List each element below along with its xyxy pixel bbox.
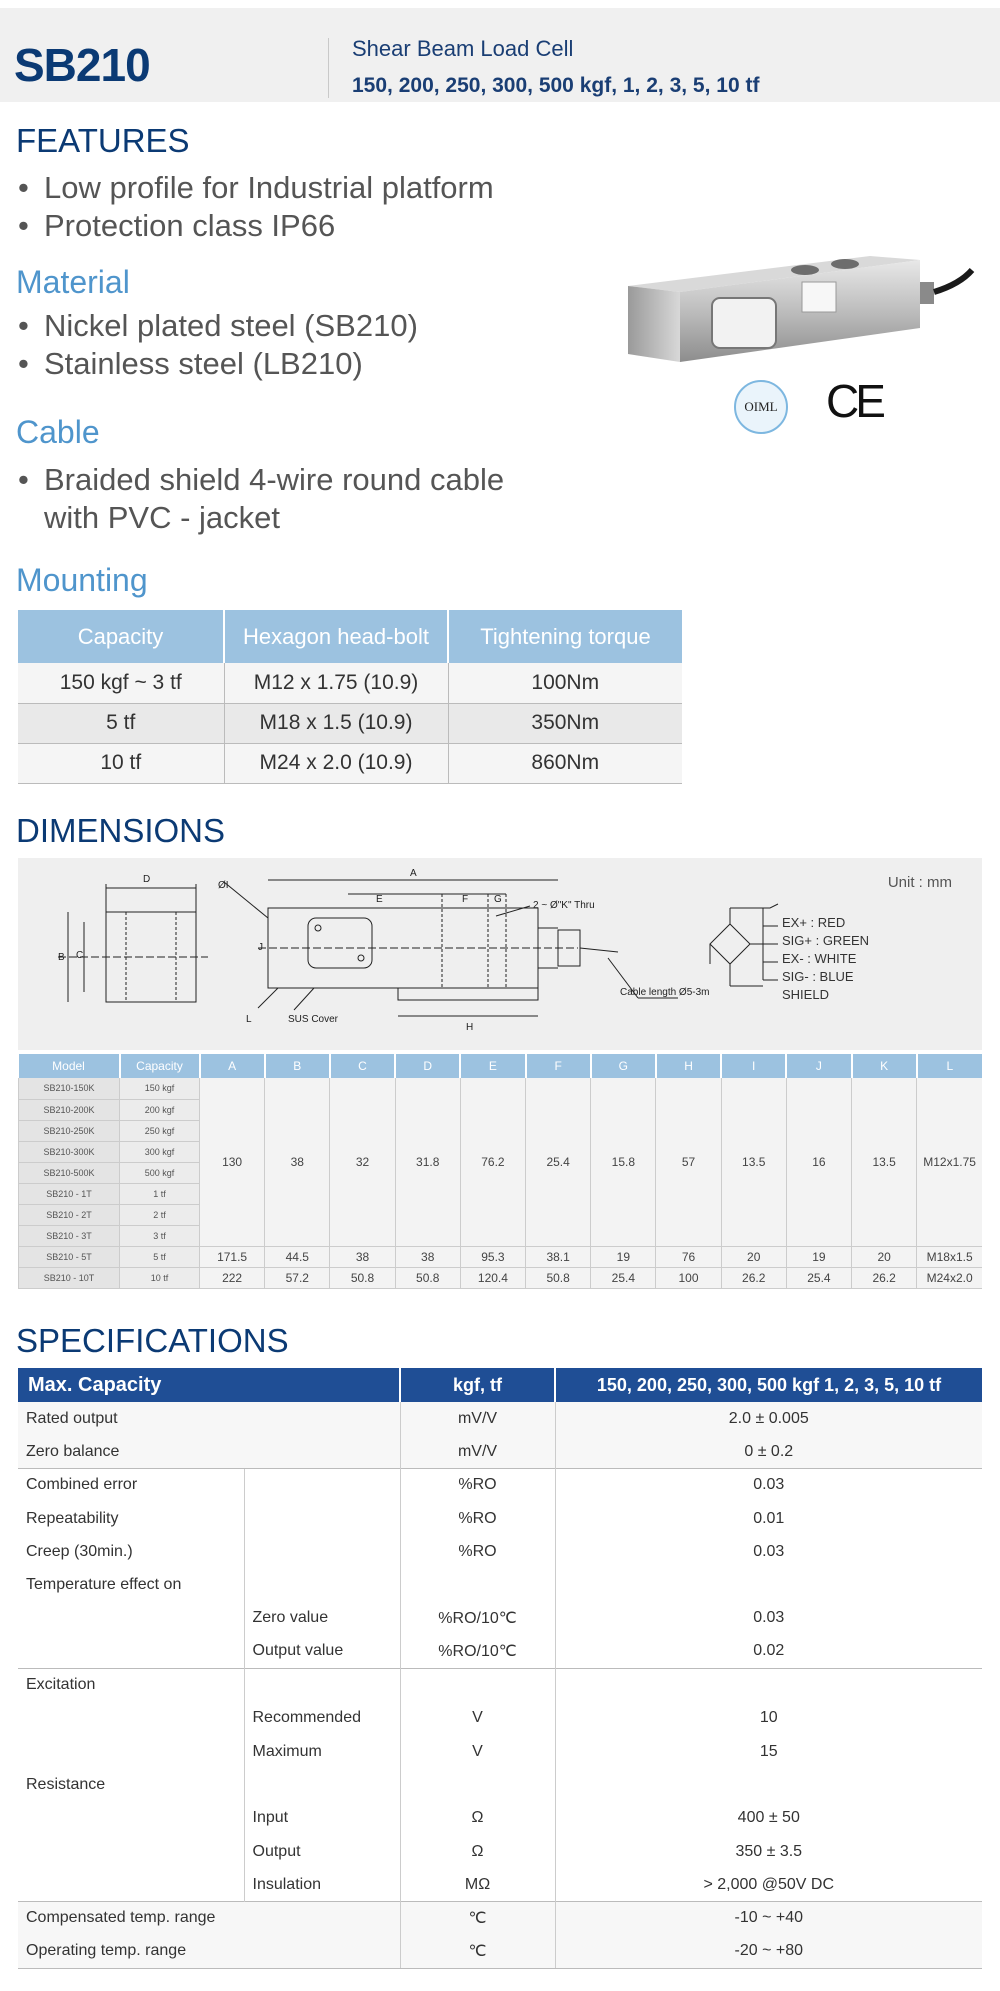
dimension-drawing-panel: [18, 858, 982, 1050]
spec-label: [18, 1735, 244, 1768]
spec-label: Repeatability: [26, 1509, 119, 1527]
model-cell: SB210 - 2T: [19, 1204, 120, 1225]
dimension-value: 95.3: [460, 1246, 525, 1267]
dimension-value: 32: [330, 1078, 395, 1246]
mounting-header-row: [18, 610, 682, 663]
dimensions-row: [19, 1078, 983, 1099]
spec-sublabel: [244, 1768, 400, 1801]
spec-unit: ℃: [400, 1935, 555, 1968]
product-type: Shear Beam Load Cell: [352, 36, 574, 61]
spec-label: Rated output: [18, 1402, 244, 1435]
spec-header-value: 150, 200, 250, 300, 500 kgf 1, 2, 3, 5, 10 tf: [555, 1368, 982, 1402]
spec-unit: V: [400, 1735, 555, 1768]
dimension-value: 20: [721, 1246, 786, 1267]
dimension-value: 20: [852, 1246, 917, 1267]
spec-row: [18, 1535, 982, 1568]
spec-sublabel: [244, 1402, 400, 1435]
spec-sublabel: Recommended: [244, 1702, 400, 1735]
dim-label-j: J: [258, 942, 263, 953]
dimensions-header: H: [656, 1054, 721, 1078]
dimension-value: 120.4: [460, 1267, 525, 1288]
dimension-value: M24x2.0: [917, 1267, 982, 1288]
dim-label-e: E: [376, 894, 383, 905]
mounting-header: Capacity: [18, 610, 224, 663]
dimension-value: 25.4: [786, 1267, 851, 1288]
dimension-value: 38: [265, 1078, 330, 1246]
capacity-cell: 2 tf: [120, 1204, 200, 1225]
spec-sublabel: Output value: [244, 1635, 400, 1668]
spec-unit: Ω: [400, 1802, 555, 1835]
dimension-value: 44.5: [265, 1246, 330, 1267]
mounting-cell: M12 x 1.75 (10.9): [224, 663, 448, 703]
dimension-value: 50.8: [395, 1267, 460, 1288]
spec-sublabel: Maximum: [244, 1735, 400, 1768]
mounting-row: [18, 663, 682, 703]
spec-value: 15: [555, 1735, 982, 1768]
spec-value: 0.02: [555, 1635, 982, 1668]
capacity-cell: 10 tf: [120, 1267, 200, 1288]
dimension-value: 13.5: [852, 1078, 917, 1246]
spec-value: 10: [555, 1702, 982, 1735]
dim-label-d: D: [143, 874, 151, 885]
dimension-value: 130: [200, 1078, 265, 1246]
mounting-row: [18, 743, 682, 783]
dimension-value: 31.8: [395, 1078, 460, 1246]
cable-title: Cable: [16, 414, 100, 450]
spec-row: [18, 1935, 982, 1968]
capacity-cell: 250 kgf: [120, 1120, 200, 1141]
dimension-value: 76.2: [460, 1078, 525, 1246]
spec-sublabel: [244, 1935, 400, 1968]
spec-value: -10 ~ +40: [555, 1901, 982, 1934]
spec-row: [18, 1768, 982, 1801]
spec-value: 0.03: [555, 1602, 982, 1635]
mounting-cell: 10 tf: [18, 743, 224, 783]
dimension-value: 100: [656, 1267, 721, 1288]
cable-item: • Braided shield 4-wire round cable: [18, 462, 505, 497]
model-cell: SB210 - 1T: [19, 1183, 120, 1204]
spec-row: [18, 1735, 982, 1768]
spec-unit: %RO/10℃: [400, 1635, 555, 1668]
spec-unit: Ω: [400, 1835, 555, 1868]
spec-header-row: [18, 1368, 982, 1402]
spec-label: Zero balance: [18, 1435, 244, 1468]
dimensions-header: Model: [19, 1054, 120, 1078]
dimension-value: 76: [656, 1246, 721, 1267]
mounting-cell: 350Nm: [448, 703, 682, 743]
spec-label: Compensated temp. range: [18, 1901, 244, 1934]
spec-value: [555, 1768, 982, 1801]
features-title: FEATURES: [16, 122, 190, 159]
dim-label-b: B: [58, 952, 65, 963]
feature-item: • Low profile for Industrial platform: [18, 170, 494, 205]
spec-row: [18, 1702, 982, 1735]
dimension-value: 38: [330, 1246, 395, 1267]
dimensions-header: I: [721, 1054, 786, 1078]
spec-sublabel: [244, 1535, 400, 1568]
spec-sublabel: [244, 1469, 400, 1502]
spec-unit: ℃: [400, 1901, 555, 1934]
mounting-header: Tightening torque: [448, 610, 682, 663]
spec-value: 350 ± 3.5: [555, 1835, 982, 1868]
dimensions-title: DIMENSIONS: [16, 812, 226, 849]
dimensions-header: A: [200, 1054, 265, 1078]
spec-row: [18, 1802, 982, 1835]
spec-value: -20 ~ +80: [555, 1935, 982, 1968]
dimension-value: 50.8: [526, 1267, 591, 1288]
cable-item-continued: with PVC - jacket: [44, 500, 281, 535]
dim-label-g: G: [494, 894, 502, 905]
spec-row: [18, 1602, 982, 1635]
cable-length-note: Cable length Ø5-3m: [620, 987, 710, 998]
dimension-value: 50.8: [330, 1267, 395, 1288]
dimension-value: 15.8: [591, 1078, 656, 1246]
spec-label: Resistance: [26, 1775, 106, 1793]
spec-row: [18, 1469, 982, 1502]
spec-value: 400 ± 50: [555, 1802, 982, 1835]
dimensions-header: C: [330, 1054, 395, 1078]
model-cell: SB210-500K: [19, 1162, 120, 1183]
spec-row: [18, 1835, 982, 1868]
spec-row: [18, 1502, 982, 1535]
spec-label: Combined error: [18, 1469, 244, 1502]
spec-label: Operating temp. range: [18, 1935, 244, 1968]
load-cell-photo: [620, 240, 990, 380]
dimension-value: M18x1.5: [917, 1246, 982, 1267]
spec-row: [18, 1668, 982, 1701]
mounting-cell: M18 x 1.5 (10.9): [224, 703, 448, 743]
spec-label: Excitation: [18, 1668, 244, 1701]
specifications-table: [18, 1368, 982, 1969]
dimension-value: 26.2: [721, 1267, 786, 1288]
capacity-cell: 1 tf: [120, 1183, 200, 1204]
mounting-cell: M24 x 2.0 (10.9): [224, 743, 448, 783]
spec-sublabel: [244, 1435, 400, 1468]
dimensions-row: [19, 1246, 983, 1267]
wire-ex-minus: EX- : WHITE: [782, 951, 857, 966]
dim-label-f: F: [462, 894, 469, 905]
spec-value: [555, 1668, 982, 1701]
spec-unit: V: [400, 1702, 555, 1735]
dimension-value: 171.5: [200, 1246, 265, 1267]
spec-value: 0.01: [555, 1502, 982, 1535]
spec-sublabel: Insulation: [244, 1868, 400, 1901]
spec-label: [18, 1702, 244, 1735]
dimension-value: M12x1.75: [917, 1078, 982, 1246]
spec-unit: mV/V: [400, 1435, 555, 1468]
spec-label: [18, 1635, 244, 1668]
material-item: • Stainless steel (LB210): [18, 346, 363, 381]
spec-unit: [400, 1668, 555, 1701]
dimensions-header-row: [19, 1054, 983, 1078]
dimensions-header: E: [460, 1054, 525, 1078]
spec-row: [18, 1568, 982, 1601]
header-bar: [0, 8, 1000, 102]
spec-header-unit: kgf, tf: [400, 1368, 555, 1402]
spec-value: 0.03: [555, 1469, 982, 1502]
mounting-cell: 100Nm: [448, 663, 682, 703]
specifications-title: SPECIFICATIONS: [16, 1322, 289, 1359]
spec-label: [18, 1835, 244, 1868]
dim-label-l: L: [246, 1014, 252, 1025]
spec-row: [18, 1868, 982, 1901]
spec-sublabel: [244, 1901, 400, 1934]
dimension-value: 38: [395, 1246, 460, 1267]
spec-row: [18, 1435, 982, 1468]
spec-unit: MΩ: [400, 1868, 555, 1901]
dimensions-header: K: [852, 1054, 917, 1078]
mounting-title: Mounting: [16, 562, 148, 598]
spec-label: Creep (30min.): [26, 1542, 133, 1560]
spec-sublabel: [244, 1502, 400, 1535]
dimensions-header: D: [395, 1054, 460, 1078]
spec-value: 0 ± 0.2: [555, 1435, 982, 1468]
sus-cover-note: SUS Cover: [288, 1014, 339, 1025]
spec-label: [18, 1868, 244, 1901]
dimension-value: 222: [200, 1267, 265, 1288]
dimensions-header: F: [526, 1054, 591, 1078]
spec-value: 0.03: [555, 1535, 982, 1568]
spec-sublabel: Zero value: [244, 1602, 400, 1635]
model-cell: SB210-200K: [19, 1099, 120, 1120]
mounting-cell: 5 tf: [18, 703, 224, 743]
material-item: • Nickel plated steel (SB210): [18, 308, 418, 343]
capacity-cell: 3 tf: [120, 1225, 200, 1246]
spec-label: [18, 1802, 244, 1835]
mounting-cell: 150 kgf ~ 3 tf: [18, 663, 224, 703]
model-cell: SB210-150K: [19, 1078, 120, 1099]
spec-unit: %RO: [400, 1535, 555, 1568]
model-cell: SB210 - 3T: [19, 1225, 120, 1246]
oiml-logo: OIML: [734, 380, 788, 434]
dimensions-header: G: [591, 1054, 656, 1078]
spec-unit: [400, 1568, 555, 1601]
dimensions-header: Capacity: [120, 1054, 200, 1078]
dimensions-table: [18, 1054, 982, 1289]
model-cell: SB210-250K: [19, 1120, 120, 1141]
capacity-range: 150, 200, 250, 300, 500 kgf, 1, 2, 3, 5, 10 tf: [352, 74, 760, 97]
spec-unit: mV/V: [400, 1402, 555, 1435]
capacity-cell: 150 kgf: [120, 1078, 200, 1099]
dimensions-row: [19, 1267, 983, 1288]
spec-value: [555, 1568, 982, 1601]
dim-label-i: ØI: [218, 880, 229, 891]
ce-mark: CE: [826, 375, 882, 427]
dimension-value: 16: [786, 1078, 851, 1246]
capacity-cell: 200 kgf: [120, 1099, 200, 1120]
model-cell: SB210-300K: [19, 1141, 120, 1162]
spec-sublabel: Input: [244, 1802, 400, 1835]
capacity-cell: 300 kgf: [120, 1141, 200, 1162]
dimension-value: 57.2: [265, 1267, 330, 1288]
spec-label: Temperature effect on: [26, 1576, 182, 1594]
header-divider: [328, 38, 329, 98]
wire-shield: SHIELD: [782, 987, 829, 1002]
dim-label-a: A: [410, 868, 417, 879]
dim-label-h: H: [466, 1022, 474, 1033]
model-name: SB210: [14, 39, 150, 91]
dimensions-header: L: [917, 1054, 982, 1078]
spec-unit: %RO: [400, 1502, 555, 1535]
mounting-cell: 860Nm: [448, 743, 682, 783]
mounting-table: [18, 610, 682, 784]
dimension-value: 25.4: [591, 1267, 656, 1288]
spec-header-capacity: Max. Capacity: [18, 1368, 400, 1402]
thru-note: 2 ~ Ø"K" Thru: [533, 900, 595, 911]
model-cell: SB210 - 5T: [19, 1246, 120, 1267]
spec-row: [18, 1901, 982, 1934]
dimension-value: 13.5: [721, 1078, 786, 1246]
spec-sublabel: Output: [244, 1835, 400, 1868]
spec-row: [18, 1402, 982, 1435]
wire-ex-plus: EX+ : RED: [782, 915, 846, 930]
dimensions-header: J: [786, 1054, 851, 1078]
spec-value: 2.0 ± 0.005: [555, 1402, 982, 1435]
wire-sig-plus: SIG+ : GREEN: [782, 933, 870, 948]
dimension-value: 19: [786, 1246, 851, 1267]
spec-unit: %RO: [400, 1469, 555, 1502]
dimension-value: 26.2: [852, 1267, 917, 1288]
spec-row: [18, 1635, 982, 1668]
model-cell: SB210 - 10T: [19, 1267, 120, 1288]
dimensions-header: B: [265, 1054, 330, 1078]
dimension-value: 57: [656, 1078, 721, 1246]
spec-label: [18, 1602, 244, 1635]
spec-sublabel: [244, 1568, 400, 1601]
capacity-cell: 500 kgf: [120, 1162, 200, 1183]
dimension-value: 25.4: [526, 1078, 591, 1246]
dimension-value: 38.1: [526, 1246, 591, 1267]
material-title: Material: [16, 264, 130, 300]
spec-unit: %RO/10℃: [400, 1602, 555, 1635]
feature-item: • Protection class IP66: [18, 208, 336, 243]
unit-label: Unit : mm: [887, 874, 952, 891]
dimension-value: 19: [591, 1246, 656, 1267]
dim-label-c: C: [76, 950, 84, 961]
mounting-header: Hexagon head-bolt: [224, 610, 448, 663]
spec-sublabel: [244, 1668, 400, 1701]
mounting-row: [18, 703, 682, 743]
capacity-cell: 5 tf: [120, 1246, 200, 1267]
spec-unit: [400, 1768, 555, 1801]
wire-sig-minus: SIG- : BLUE: [782, 969, 854, 984]
spec-value: > 2,000 @50V DC: [555, 1868, 982, 1901]
